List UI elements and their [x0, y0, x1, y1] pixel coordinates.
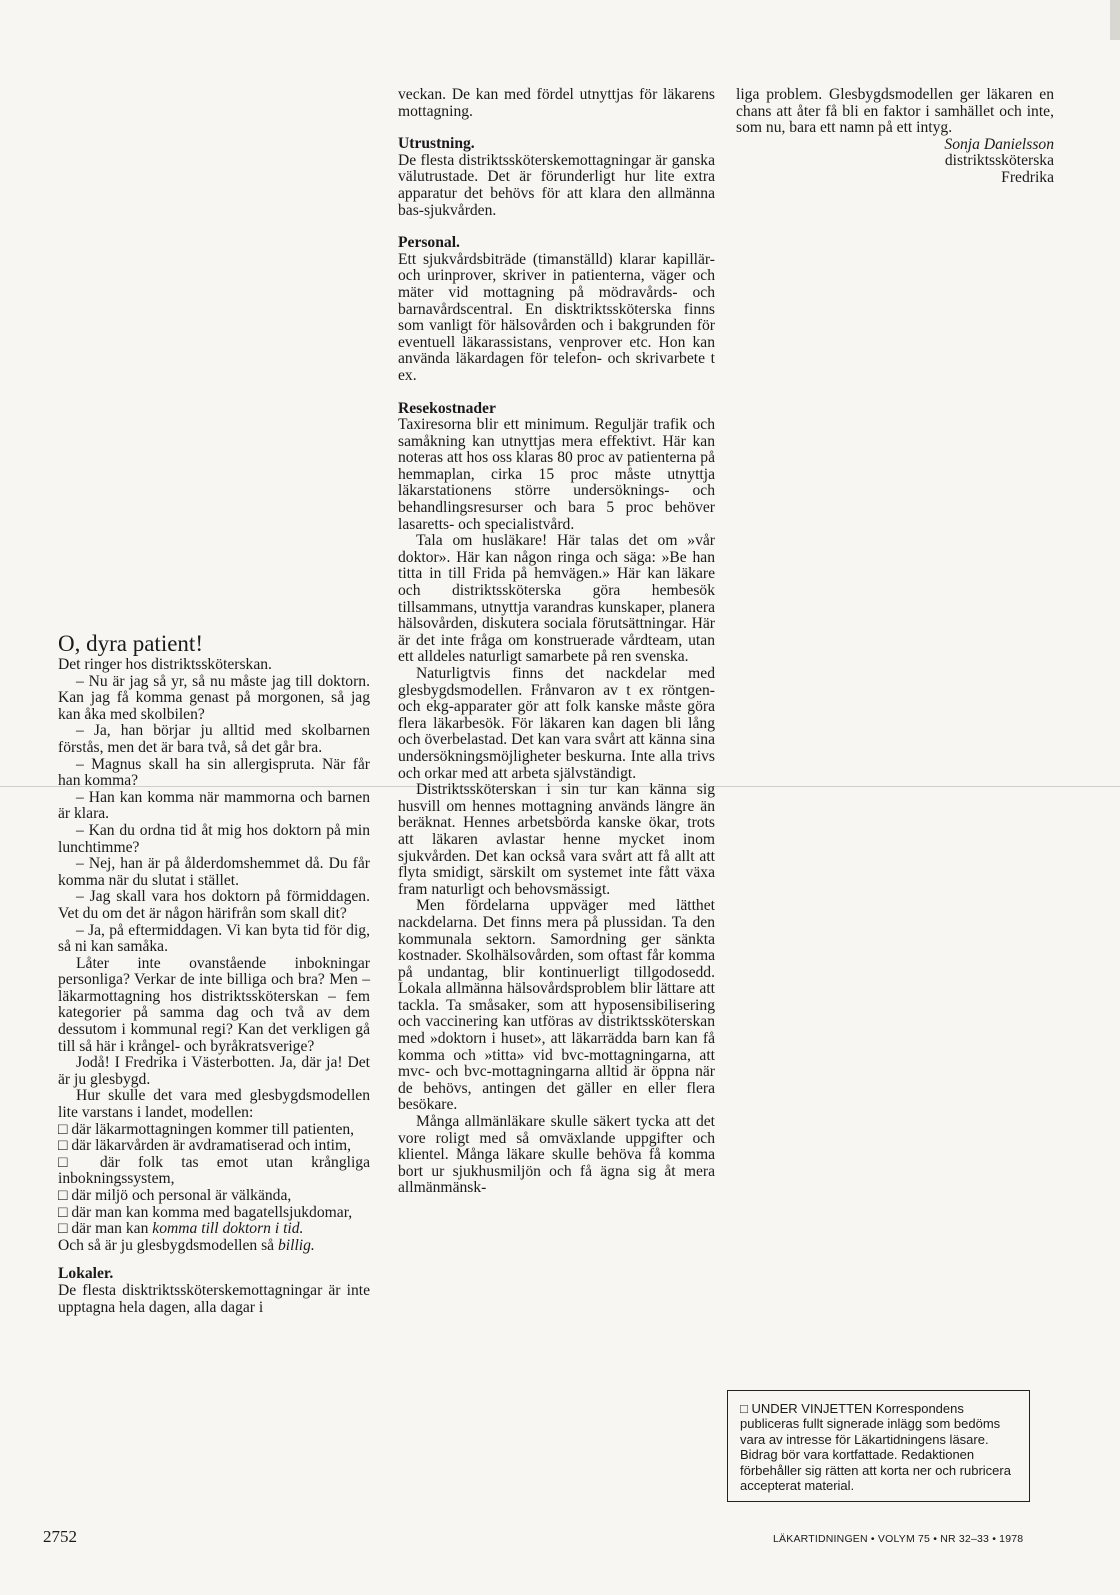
- column-middle: [398, 87, 715, 1197]
- paragraph: Tala om husläkare! Här talas det om »vår doktor». Här kan någon ringa och säga: »Be han titta in till Frida på hemvägen.» Här kan läkare och distriktssköterska göra hembesök tillsammans, utnyttja varandras kunskaper, planera hälsovården, diskutera sociala förutsättningar. Här är det inte fråga om konstruerade vårdteam, utan ett alldeles naturligt samarbete på ren svenska.: [398, 532, 715, 666]
- paragraph: Många allmänläkare skulle säkert tycka att det vore roligt med så omväxlande uppgifter och klientel. Många läkare skulle behöva få komma bort ur sjukhusmiljön och få ägna sig åt mera allmänmänsk-: [398, 1113, 715, 1197]
- journal-footer: LÄKARTIDNINGEN • VOLYM 75 • NR 32–33 • 1978: [773, 1533, 1024, 1545]
- paragraph: Ett sjukvårdsbiträde (timanställd) klarar kapillär- och urinprover, skriver in patienterna, väger och mäter vid mottagning på mödravårds- och barnavårdscentral. En disktriktssköterska finns som vanligt för hälsovården och i bakgrunden för eventuell läkarassistans, venprover etc. Hon kan använda läkardagen för telefon- och skrivarbete t ex.: [398, 250, 715, 384]
- editorial-note-text: □ UNDER VINJETTEN Korrespondens publiceras fullt signerade inlägg som bedöms vara av intresse för Läkartidningens läsare. Bidrag bör vara kortfattade. Redaktionen förbehåller sig rätten att korta ner och rubricera accepterat material.: [740, 1401, 1011, 1494]
- closing-emphasis: billig.: [278, 1236, 315, 1254]
- dialogue-line: – Magnus skall ha sin allergispruta. När får han komma?: [58, 755, 370, 790]
- editorial-note-box: [727, 1390, 1030, 1502]
- paragraph: Hur skulle det vara med glesbygdsmodellen lite varstans i landet, modellen:: [58, 1087, 370, 1122]
- list-item: □ där folk tas emot utan krångliga inbokningssystem,: [58, 1153, 370, 1188]
- paragraph: Taxiresorna blir ett minimum. Reguljär trafik och samåkning kan utnyttjas mera effektivt. Här kan noteras att hos oss klaras 80 proc av patienterna på hemmaplan, cirka 15 proc måste utnyttja läkarstationens större undersöknings- och behandlingsresurser och bara 5 proc behöver lasaretts- och specialistvård.: [398, 416, 715, 533]
- list-item: □ där man kan komma med bagatellsjukdomar,: [58, 1203, 353, 1221]
- dialogue-line: – Jag skall vara hos doktorn på förmiddagen. Vet du om det är någon härifrån som skall dit?: [58, 888, 370, 922]
- article-title: O, dyra patient!: [58, 631, 203, 656]
- paragraph: liga problem. Glesbygdsmodellen ger läkaren en chans att åter få bli en faktor i samhället och inte, som nu, bara ett namn på ett intyg.: [736, 86, 1054, 137]
- list-item: □ där miljö och personal är välkända,: [58, 1187, 292, 1204]
- dialogue-line: – Ja, han börjar ju alltid med skolbarnen förstås, men det är bara två, så det går bra.: [58, 722, 370, 756]
- paragraph: Jodå! I Fredrika i Västerbotten. Ja, där ja! Det är ju glesbygd.: [58, 1054, 370, 1088]
- paragraph: Men fördelarna uppväger med lätthet nackdelarna. Det finns mera på plussidan. Ta den kommunala sektorn. Samordning ger sänkta kostnader. Skolhälsovården, som oftast får komma på undantag, blir kontinuerligt tillgodosedd. Lokala allmänna hälsovårdsproblem blir lättare att tackla. Ta småsaker, som att hyposensibilisering och vaccinering kan utföras av distriktssköterskan med »doktorn i huset», att läkarrädda barn kan få komma och »titta» vid bvc-mottagningarna, att mvc- och bvc-mottagningarna alltid är öppna när de behövs, antingen det gäller en eller flera besökare.: [398, 897, 715, 1114]
- paragraph: Det ringer hos distriktssköterskan.: [58, 656, 272, 673]
- paragraph: De flesta disktriktssköterskemottagningar är inte upptagna hela dagen, alla dagar i: [58, 1281, 370, 1316]
- signature-name: Sonja Danielsson: [944, 135, 1054, 153]
- signature-title: distriktssköterska: [944, 152, 1054, 170]
- column-right: [736, 87, 1054, 187]
- paragraph: veckan. De kan med fördel utnyttjas för läkarens mottagning.: [398, 86, 715, 120]
- dialogue-line: – Nej, han är på ålderdomshemmet då. Du får komma när du slutat i stället.: [58, 855, 370, 889]
- closing-text: Och så är ju glesbygdsmodellen så: [58, 1236, 278, 1254]
- paragraph: De flesta distriktssköterskemottagningar är ganska välutrustade. Det är förunderligt hur lite extra apparatur det behövs för att klara den allmänna bas-sjukvården.: [398, 151, 715, 219]
- list-item: [58, 1221, 370, 1238]
- list-item: □ där läkarvården är avdramatiserad och intim,: [58, 1137, 352, 1155]
- list-item: □ där läkarmottagningen kommer till patienten,: [58, 1120, 355, 1138]
- section-heading-utrustning: Utrustning.: [398, 135, 475, 153]
- list-item-text: □ där man kan: [58, 1220, 153, 1238]
- section-heading-lokaler: Lokaler.: [58, 1265, 114, 1283]
- column-left: [58, 631, 370, 1316]
- section-heading-personal: Personal.: [398, 234, 460, 252]
- dialogue-line: – Nu är jag så yr, så nu måste jag till doktorn. Kan jag få komma genast på morgonen, så jag kan åka med skolbilen?: [58, 672, 370, 723]
- dialogue-line: – Han kan komma när mammorna och barnen är klara.: [58, 788, 370, 823]
- closing-line: [58, 1238, 370, 1255]
- list-item-emphasis: komma till doktorn i tid.: [152, 1220, 304, 1238]
- section-heading-resekostnader: Resekostnader: [398, 399, 496, 417]
- paragraph: Låter inte ovanstående inbokningar personliga? Verkar de inte billiga och bra? Men – läkarmottagning hos distriktssköterskan – fem kategorier på samma dag och två av dem dessutom i kommunal regi? Kan det verkligen gå till så här i krångel- och byråkratsverige?: [58, 954, 370, 1055]
- page-number: 2752: [43, 1527, 77, 1546]
- page-edge-shadow: [1110, 0, 1120, 40]
- signature-place: Fredrika: [1001, 168, 1054, 186]
- dialogue-line: – Kan du ordna tid åt mig hos doktorn på min lunchtimme?: [58, 821, 370, 856]
- paragraph: Distriktssköterskan i sin tur kan känna sig husvill om hennes mottagning används längre än beräknat. Hennes arbetsbörda kanske ökar, trots att läkaren avlastar henne mycket inom sjukvården. Det kan också vara svårt att få allt att flyta smidigt, särskilt om systemet inte fått växa fram naturligt och behovsmässigt.: [398, 781, 715, 898]
- paragraph: Naturligtvis finns det nackdelar med glesbygdsmodellen. Frånvaron av t ex röntgen- och ekg-apparater gör att folk kanske måste göra flera läkarbesök. För läkaren kan dagen bli lång och överbelastad. Det kan vara svårt att känna sina undersökningsmöjligheter beskurna. Inte alla trivs och orkar med att arbeta självständigt.: [398, 665, 715, 782]
- dialogue-line: – Ja, på eftermiddagen. Vi kan byta tid för dig, så ni kan samåka.: [58, 921, 370, 956]
